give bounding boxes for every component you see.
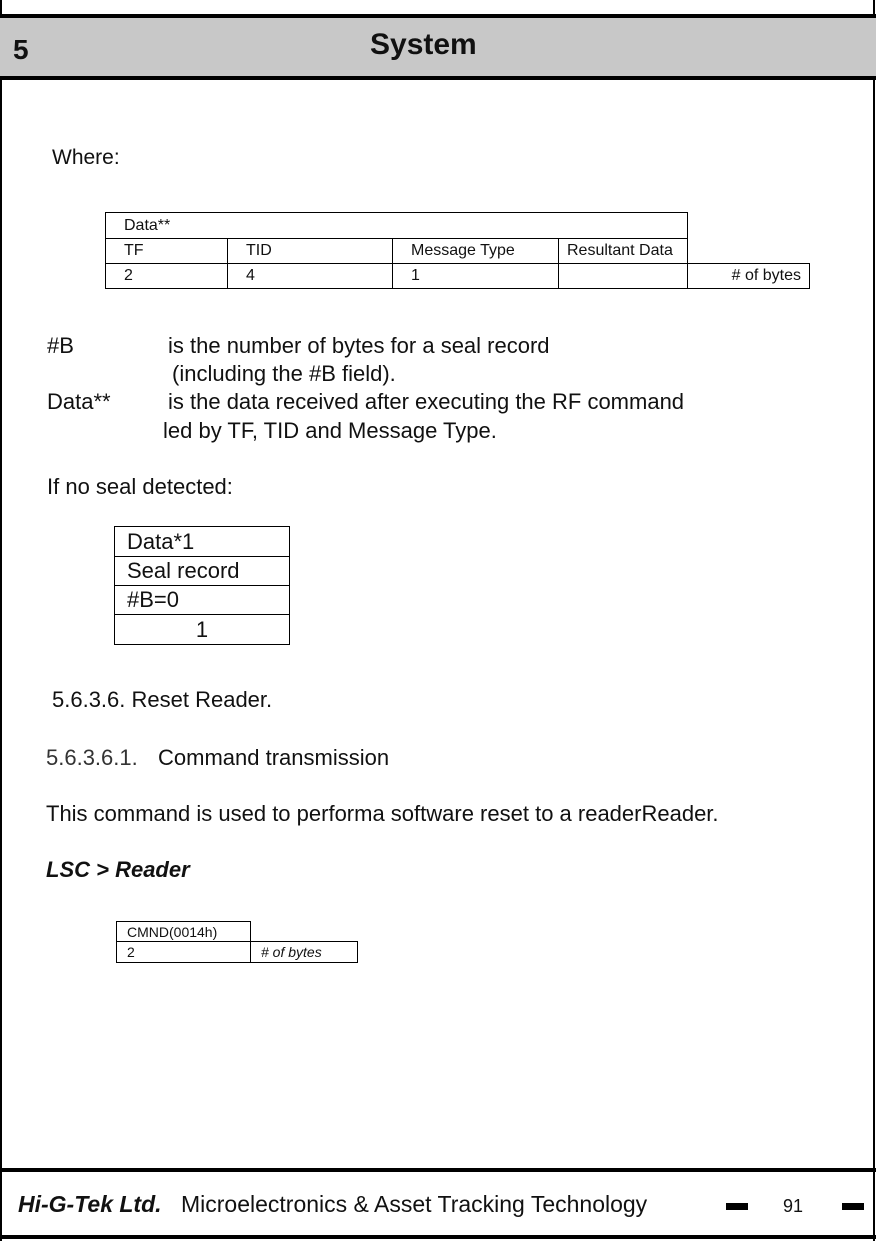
subsection-number: 5.6.3.6.1.: [46, 745, 138, 770]
where-label: Where:: [52, 146, 120, 169]
no-seal-table: [114, 526, 290, 645]
definition-text-bytes: is the number of bytes for a seal record: [168, 333, 550, 358]
column-tid: TID: [228, 239, 393, 264]
value-tf: 2: [106, 264, 228, 289]
command-table: [116, 921, 358, 963]
value-resultant-data: [559, 264, 688, 289]
column-resultant-data: Resultant Data: [559, 239, 688, 264]
column-tf: TF: [106, 239, 228, 264]
chapter-header: [0, 14, 876, 80]
definition-term-bytes: #B: [47, 333, 74, 358]
section-heading: 5.6.3.6. Reset Reader.: [52, 687, 273, 712]
footer-top-rule: [0, 1168, 876, 1172]
definition-text-data: is the data received after executing the RF command: [168, 389, 685, 414]
definition-text-bytes-cont: (including the #B field).: [172, 361, 396, 386]
command-description: This command is used to performa software reset to a readerReader.: [46, 801, 719, 826]
definition-text-data-cont: led by TF, TID and Message Type.: [163, 418, 497, 443]
footer-marker-left: [726, 1203, 748, 1210]
header-bottom-rule: [0, 76, 876, 80]
subsection-title: Command transmission: [158, 745, 390, 770]
footer-tagline: Microelectronics & Asset Tracking Technology: [181, 1191, 648, 1217]
definition-term-data: Data**: [47, 389, 111, 414]
command-bytes-label: # of bytes: [251, 942, 358, 963]
footer-bottom-rule: [0, 1235, 876, 1239]
chapter-number: 5: [13, 34, 29, 65]
page-frame-left: [0, 0, 2, 1241]
command-code-cell: CMND(0014h): [117, 922, 251, 942]
command-value-cell: 2: [117, 942, 251, 963]
data-header-spacer: [688, 213, 810, 239]
command-code-spacer: [251, 922, 358, 942]
no-seal-label: If no seal detected:: [47, 474, 233, 499]
no-seal-data-cell: Data*1: [115, 527, 290, 557]
value-message-type: 1: [393, 264, 559, 289]
no-seal-record-cell: Seal record: [115, 557, 290, 586]
no-seal-size-cell: 1: [115, 615, 290, 645]
footer-marker-right: [842, 1203, 864, 1210]
page-frame-right: [873, 0, 875, 1241]
data-structure-table: [105, 212, 810, 289]
no-seal-bytes-cell: #B=0: [115, 586, 290, 615]
chapter-title: System: [370, 28, 477, 61]
data-header-cell: Data**: [106, 213, 688, 239]
direction-label: LSC > Reader: [46, 857, 190, 882]
page-number: 91: [783, 1196, 804, 1216]
bytes-label: # of bytes: [688, 264, 810, 289]
column-message-type: Message Type: [393, 239, 559, 264]
column-spacer: [688, 239, 810, 264]
footer-company: Hi-G-Tek Ltd.: [18, 1191, 162, 1217]
value-tid: 4: [228, 264, 393, 289]
